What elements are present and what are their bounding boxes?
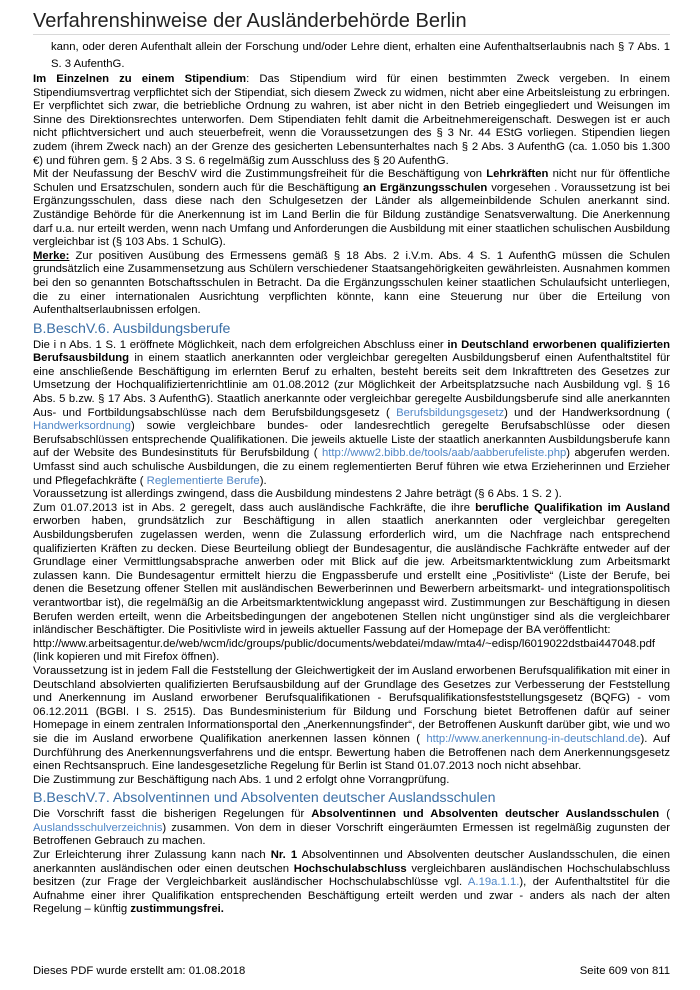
lehrkraefte-paragraph: Mit der Neufassung der BeschV wird die Zustimmungsfreiheit für die Beschäftigung von Lehrkräften nicht nur für öffentliche Schulen und Ersatzschulen, sondern auch für die Beschäftigung an Ergänzungsschulen vorgesehen . Voraussetzung ist bei Ergänzungsschulen, dass diese nach den Schulgesetzen der Länder als allgemeinbildende Schulen anerkannt sind. Zuständige Behörde für die Anerkennung ist im Land Berlin die für Bildung zuständige Senatsverwaltung. Die Anerkennung darf u.a. nur erteilt werden, wenn nach Umfang und Anforderungen die Ausbildung mit einer staatlichen schulischen Ausbildung vergleichbar ist (§ 103 Abs. 1 SchulG). xyxy=(33,168,670,249)
link-bibb-berufeliste[interactable]: http://www2.bibb.de/tools/aab/aabberufeliste.php xyxy=(321,447,567,460)
voraussetzung-paragraph: Voraussetzung ist allerdings zwingend, dass die Ausbildung mindestens 2 Jahre beträgt (§ 6 Abs. 1 S. 2 ). xyxy=(33,488,562,501)
intro-continuation: kann, oder deren Aufenthalt allein der Forschung und/oder Lehre dient, erhalten eine Aufenthaltserlaubnis nach § 7 Abs. 1 S. 3 AufenthG. xyxy=(51,41,670,70)
section-heading-7: B.BeschV.7. Absolventinnen und Absolventen deutscher Auslandsschulen xyxy=(33,790,496,807)
link-berufsbildungsgesetz[interactable]: Berufsbildungsgesetz xyxy=(396,406,505,419)
merke-label: Merke: xyxy=(33,249,70,262)
auslandsschulen-paragraph: Die Vorschrift fasst die bisherigen Regelungen für Absolventinnen und Absolventen deutscher Auslandsschulen ( Auslandsschulverzeichnis) zusammen. Von dem in dieser Vorschrift eingeräumten Ermessen ist regelmäßig zugunsten der Betroffenen Gebrauch zu machen. xyxy=(33,808,670,848)
ausland-qualifikation-paragraph: Zum 01.07.2013 ist in Abs. 2 geregelt, dass auch ausländische Fachkräfte, die ihre berufliche Qualifikation im Ausland erworben haben, grundsätzlich zur Beschäftigung in allen staatlich anerkannten oder vergleichbar geregelten Ausbildungsberufen zugelassen werden, wenn die Zulassung erforderlich wird, um die Nachfrage nach entsprechend qualifizierten Kräften zu decken. Diese Beurteilung obliegt der Bundesagentur, die ausländische Fachkräfte entweder auf der Grundlage einer Vermittlungsabsprache anwerben oder mit Blick auf die jew. Arbeitsmarktentwicklung zum Arbeitsmarkt zulassen kann. Die Bundesagentur ermittelt hierzu die Engpassberufe und erstellt eine „Positivliste“ (Liste der Berufe, bei denen die Besetzung offener Stellen mit ausländischen Bewerberinnen und Bewerbern arbeitsmarkt- und integrationspolitisch verantwortbar ist), die regelmäßig an die Arbeitsmarktentwicklung angepasst wird. Zustimmungen zur Beschäftigung in diesen Berufen werden erteilt, wenn die Arbeitsbedingungen der angebotenen Stellen nicht ungünstiger sind als die vergleichbarer inländischer Beschäftigter. Die Positivliste wird in jeweils aktueller Fassung auf der Homepage der BA veröffentlicht: xyxy=(33,501,670,637)
document-body xyxy=(33,39,670,917)
stipendium-paragraph: Im Einzelnen zu einem Stipendium: Das Stipendium wird für einen bestimmten Zweck vergeben. In einem Stipendiumsvertrag verpflichtet sich der Stipendiat, sich diesem Zweck zu widmen, nicht aber eine Arbeitsleistung zu erbringen. Er verpflichtet sich zwar, die betriebliche Ordnung zu wahren, ist aber nicht in den Betrieb eingegliedert und Weisungen im Sinne des Direktionsrechtes unterworfen. Dem Stipendiaten fehlt damit die Arbeitnehmereigenschaft. Deswegen ist er auch nicht pflichtversichert und auch steuerbefreit, wenn die Voraussetzungen des § 3 Nr. 44 EStG vorliegen. Stipendien liegen zudem (ihrem Zweck nach) an der Grenze des gesicherten Lebensunterhaltes nach § 2 Abs. 3 AufenthG (ca. 1.050 bis 1.300 €) und führen gem. § 2 Abs. 3 S. 6 regelmäßig zum Ausschluss des § 20 AufenthG. xyxy=(33,73,671,167)
link-reglementierte-berufe[interactable]: Reglementierte Berufe xyxy=(146,474,260,487)
positivliste-url-paragraph: http://www.arbeitsagentur.de/web/wcm/idc/groups/public/documents/webdatei/mdaw/mta4/~edisp/l6019022dstbai447048.pdf (link kopieren und mit Firefox öffnen). xyxy=(33,637,656,664)
gleichwertigkeit-paragraph: Voraussetzung ist in jedem Fall die Feststellung der Gleichwertigkeit der im Ausland erworbenen Berufsqualifikation mit einer in Deutschland absolvierten qualifizierten Berufsausbildung auf der Grundlage des Gesetzes zur Verbesserung der Feststellung und Anerkennung im Ausland erworbener Berufsqualifikationen - Berufsqualifikationsfeststellungsgesetz (BQFG) - vom 06.12.2011 (BGBl. I S. 2515). Das Bundesministerium für Bildung und Forschung bietet Betroffenen dafür auf seiner Homepage in einem zentralen Informationsportal den „Anerkennungsfinder“, der Betroffenen Auskunft darüber gibt, wie und wo sie die im Ausland erworbene Qualifikation anerkennen lassen können ( http://www.anerkennung-in-deutschland.de). Auf Durchführung des Anerkennungsverfahrens und die entspr. Bewertung haben die Betroffenen nach dem Anerkennungsgesetz einen Rechtsanspruch. Eine landesgesetzliche Regelung für Berlin ist Stand 01.07.2013 noch nicht absehbar. xyxy=(33,664,670,773)
hochschulabschluss-paragraph: Zur Erleichterung ihrer Zulassung kann nach Nr. 1 Absolventinnen und Absolventen deutscher Auslandsschulen, die einen anerkannten ausländischen oder einen deutschen Hochschulabschluss vergleichbaren ausländischen Hochschulabschluss besitzen (zur Frage der Vergleichbarkeit ausländischer Hochschulabschlüsse vgl. A.19a.1.1.), der Aufenthaltstitel für die Aufnahme einer ihrer Qualifikation entsprechenden Beschäftigung erteilt werden und zwar - anders als nach der alten Regelung – künftig zustimmungsfrei. xyxy=(33,849,670,916)
document-title: Verfahrenshinweise der Ausländerbehörde Berlin xyxy=(33,10,467,32)
link-handwerksordnung[interactable]: Handwerksordnung xyxy=(33,420,131,433)
section-heading-6: B.BeschV.6. Ausbildungsberufe xyxy=(33,320,231,337)
page-footer xyxy=(33,965,670,979)
page-header xyxy=(33,10,670,35)
merke-paragraph: Merke: Zur positiven Ausübung des Ermessens gemäß § 18 Abs. 2 i.V.m. Abs. 4 S. 1 AufenthG müssen die Schulen grundsätzlich eine Zusammensetzung aus Schülern verschiedener Staatsangehörigkeiten gewährleisten. Ausnahmen kommen bei den so genannten Botschaftsschulen in Betracht. Da die Ergänzungsschulen keiner staatlichen Schulaufsicht unterliegen, die zu einer internationalen Ausrichtung verpflichten könnte, kann eine Steuerung nur über die Erteilung von Aufenthaltserlaubnissen erfolgen. xyxy=(33,249,670,317)
footer-created-date: Dieses PDF wurde erstellt am: 01.08.2018 xyxy=(33,965,246,977)
footer-page-number: Seite 609 von 811 xyxy=(579,965,670,977)
vorrangpruefung-paragraph: Die Zustimmung zur Beschäftigung nach Abs. 1 und 2 erfolgt ohne Vorrangprüfung. xyxy=(33,773,450,786)
link-anerkennung[interactable]: http://www.anerkennung-in-deutschland.de xyxy=(426,732,641,745)
link-auslandsschulverzeichnis[interactable]: Auslandsschulverzeichnis xyxy=(33,821,163,834)
ausbildung-paragraph: Die i n Abs. 1 S. 1 eröffnete Möglichkeit, nach dem erfolgreichen Abschluss einer in Deutschland erworbenen qualifizierten Berufsausbildung in einem staatlich anerkannten oder vergleichbar geregelten Ausbildungsberuf einen Aufenthaltstitel für eine anschließende Beschäftigung im erlernten Beruf zu erhalten, besteht bereits seit dem Inkrafttreten des Gesetzes zur Umsetzung der Hochqualifiziertenrichtlinie am 01.08.2012 (zur Möglichkeit der Arbeitsplatzsuche nach Ausbildung vgl. § 16 Abs. 5 b.zw. § 17 Abs. 3 AufenthG). Staatlich anerkannte oder vergleichbar geregelte Ausbildungsberufe sind alle anerkannten Aus- und Fortbildungsabschlüsse nach dem Berufsbildungsgesetz ( Berufsbildungsgesetz) und der Handwerksordnung ( Handwerksordnung) sowie vergleichbare bundes- oder landesrechtlich geregelte Berufsabschlüsse oder diesen Berufsabschlüssen entsprechende Qualifikationen. Die jeweils aktuelle Liste der staatlich anerkannten Ausbildungsberufe kann auf der Website des Bundesinstituts für Berufsbildung ( http://www2.bibb.de/tools/aab/aabberufeliste.php) abgerufen werden. Umfasst sind auch schulische Ausbildungen, die zu einem reglementierten Beruf führen wie etwa Erzieherinnen und Erzieher und Pflegefachkräfte ( Reglementierte Berufe). xyxy=(33,338,670,487)
stipendium-lead: Im Einzelnen zu einem Stipendium xyxy=(33,73,247,85)
link-a19a[interactable]: A.19a.1.1. xyxy=(467,876,520,889)
